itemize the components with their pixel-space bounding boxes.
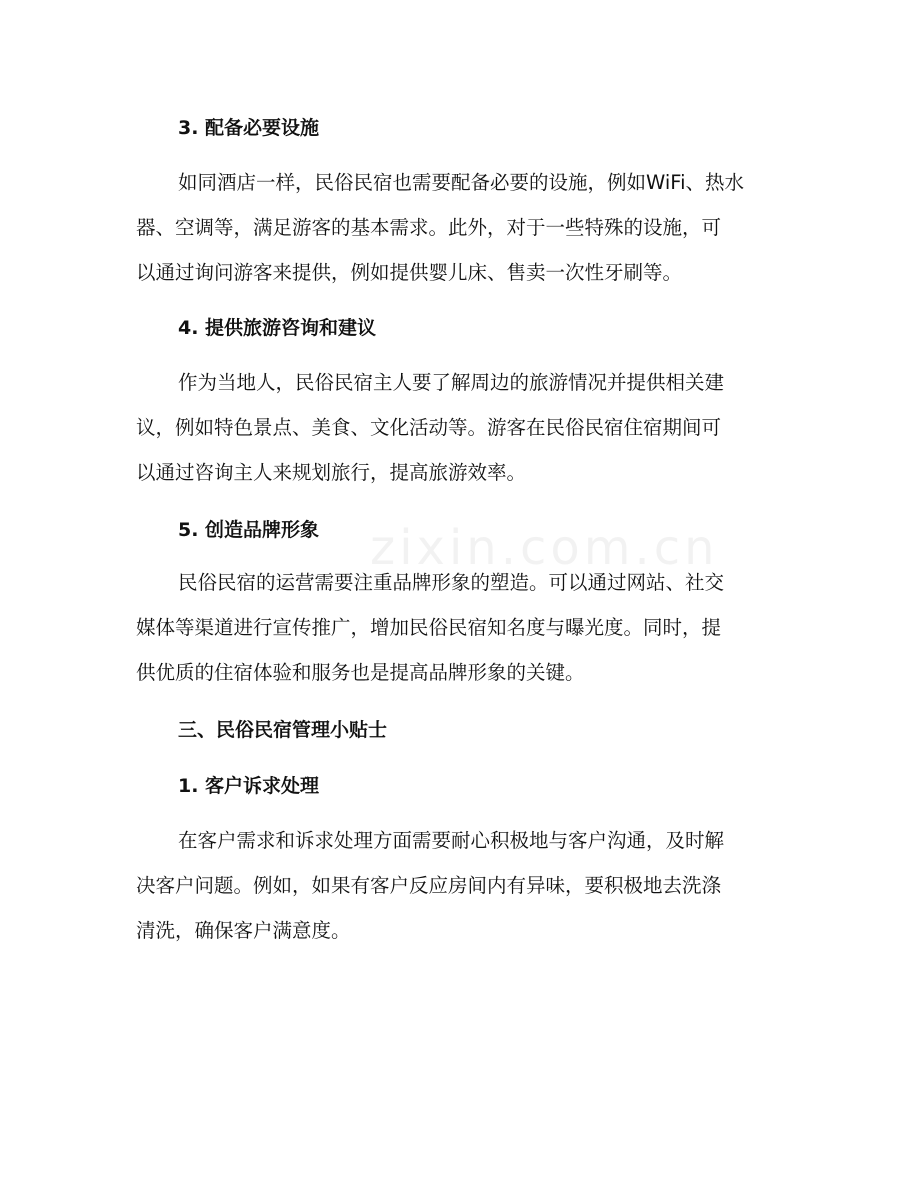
paragraph-line: 决客户问题。例如，如果有客户反应房间内有异味，要积极地去洗涤 <box>136 874 722 897</box>
paragraph-line: 器、空调等，满足游客的基本需求。此外，对于一些特殊的设施，可 <box>136 216 722 239</box>
paragraph-line: 在客户需求和诉求处理方面需要耐心积极地与客户沟通，及时解 <box>178 829 725 852</box>
paragraph-facilities <box>136 160 786 295</box>
paragraph-line: 媒体等渠道进行宣传推广，增加民俗民宿知名度与曝光度。同时，提 <box>136 616 722 639</box>
watermark: zixin.com.cn <box>370 520 719 576</box>
paragraph-travel-advice <box>136 360 786 495</box>
paragraph-customer-complaints <box>136 818 786 953</box>
paragraph-line: 议，例如特色景点、美食、文化活动等。游客在民俗民宿住宿期间可 <box>136 416 722 439</box>
paragraph-line: 如同酒店一样，民俗民宿也需要配备必要的设施，例如WiFi、热水 <box>178 171 744 194</box>
paragraph-line: 作为当地人，民俗民宿主人要了解周边的旅游情况并提供相关建 <box>178 371 725 394</box>
chapter-heading-management-tips: 三、民俗民宿管理小贴士 <box>178 719 388 741</box>
section-heading-brand-image: 5. 创造品牌形象 <box>178 519 320 541</box>
paragraph-line: 清洗，确保客户满意度。 <box>136 919 351 942</box>
paragraph-line: 以通过询问游客来提供，例如提供婴儿床、售卖一次性牙刷等。 <box>136 261 683 284</box>
section-heading-facilities: 3. 配备必要设施 <box>178 117 320 139</box>
section-heading-travel-advice: 4. 提供旅游咨询和建议 <box>178 317 377 339</box>
paragraph-line: 民俗民宿的运营需要注重品牌形象的塑造。可以通过网站、社交 <box>178 571 725 594</box>
paragraph-line: 供优质的住宿体验和服务也是提高品牌形象的关键。 <box>136 661 585 684</box>
paragraph-line: 以通过咨询主人来规划旅行，提高旅游效率。 <box>136 461 527 484</box>
section-heading-customer-complaints: 1. 客户诉求处理 <box>178 775 320 797</box>
paragraph-brand-image <box>136 560 786 695</box>
